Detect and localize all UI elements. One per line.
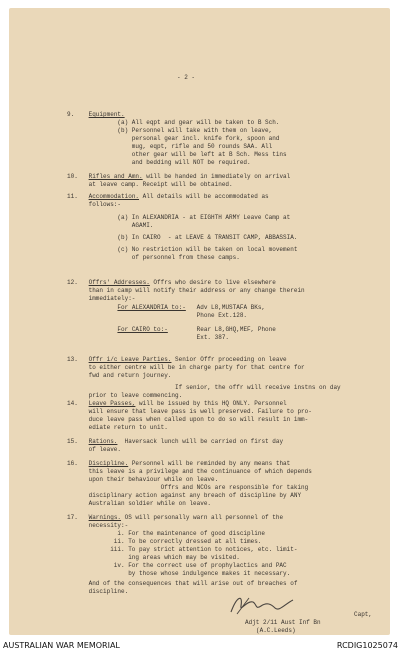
document-line: iv. For the correct use of prophylactics and PAC xyxy=(67,562,287,569)
document-line: Ext. 387. xyxy=(67,334,230,341)
document-line: follows:- xyxy=(67,201,122,208)
document-line: and bedding will NOT be required. xyxy=(67,159,251,166)
document-line: than in camp will notify their address or any change therein xyxy=(67,287,305,294)
section-heading: Rations. xyxy=(88,438,118,445)
document-line: (a) In ALEXANDRIA - at EIGHTH ARMY Leave Camp at xyxy=(67,214,291,221)
section-heading: For ALEXANDRIA to:- xyxy=(117,304,186,311)
document-line: ediate return to unit. xyxy=(67,424,168,431)
section-heading: Equipment. xyxy=(88,111,125,118)
document-line: will ensure that leave pass is well preserved. Failure to pro- xyxy=(67,408,312,415)
document-line: disciplinary action against any breach of discipline by ANY xyxy=(67,492,302,499)
document-line: of leave. xyxy=(67,446,122,453)
page-number: - 2 - xyxy=(177,74,196,81)
document-line: of personnel from these camps. xyxy=(67,254,240,261)
document-line: iii. To pay strict attention to notices, etc. limit- xyxy=(67,546,298,553)
signature-rank: Capt, xyxy=(354,611,373,618)
document-line: 16. Discipline. Personnel will be reminded by any means that xyxy=(67,460,291,467)
footer-record-id: RCDIG1025074 xyxy=(336,641,398,650)
document-line: Phone Ext.128. xyxy=(67,312,248,319)
document-line: duce leave pass when called upon to do so will result in imm- xyxy=(67,416,309,423)
document-line: i. For the maintenance of good discipline xyxy=(67,530,266,537)
document-line: Offrs and NCOs are responsible for taking xyxy=(67,484,309,491)
document-line: immediately:- xyxy=(67,295,136,302)
document-line: ii. To be correctly dressed at all times. xyxy=(67,538,262,545)
document-line: fwd and return journey. xyxy=(67,372,172,379)
document-line: If senior, the offr will receive instns on day xyxy=(67,384,341,391)
signature-appointment: Adjt 2/11 Aust Inf Bn xyxy=(245,619,321,626)
document-line: 17. Warnings. OS will personally warn all personnel of the xyxy=(67,514,284,521)
document-line: personal gear incl. knife fork, spoon and xyxy=(67,135,280,142)
document-line: upon their behaviour while on leave. xyxy=(67,476,219,483)
document-line: ing areas which may be visited. xyxy=(67,554,240,561)
section-heading: Warnings. xyxy=(88,514,122,521)
section-heading: Discipline. xyxy=(88,460,129,467)
document-line: other gear will be left at B Sch. Mess tins xyxy=(67,151,287,158)
document-line: discipline. xyxy=(67,588,129,595)
document-line: 14. Leave Passes, will be issued by this HQ ONLY. Personnel xyxy=(67,400,287,407)
document-line: at leave camp. Receipt will be obtained. xyxy=(67,181,233,188)
document-line: 13. Offr i/c Leave Parties. Senior Offr proceeding on leave xyxy=(67,356,287,363)
document-line: Australian soldier while on leave. xyxy=(67,500,212,507)
document-body xyxy=(9,8,390,635)
document-line: AGAMI. xyxy=(67,222,154,229)
document-page xyxy=(9,8,390,635)
document-line: 12. Offrs' Addresses. Offrs who desire to live elsewhere xyxy=(67,279,276,286)
document-line: 15. Rations. Haversack lunch will be carried on first day xyxy=(67,438,284,445)
document-line: For ALEXANDRIA to:- Adv L8,MUSTAFA BKs, xyxy=(117,304,266,311)
section-heading: Offrs' Addresses. xyxy=(88,279,150,286)
footer-institution: AUSTRALIAN WAR MEMORIAL xyxy=(3,641,120,650)
document-line: to either centre will be in charge party for that centre for xyxy=(67,364,305,371)
document-line: 11. Accommodation. All details will be accommodated as xyxy=(67,193,269,200)
section-heading: Rifles and Amn. xyxy=(88,173,143,180)
document-line: (b) Personnel will take with them on leave, xyxy=(67,127,273,134)
document-line: (b) In CAIRO - at LEAVE & TRANSIT CAMP, ABBASSIA. xyxy=(67,234,298,241)
archive-footer xyxy=(0,640,402,654)
section-heading: Offr i/c Leave Parties. xyxy=(88,356,172,363)
document-line: For CAIRO to:- Rear L8,GHQ,MEF, Phone xyxy=(117,326,276,333)
signature-name: (A.C.Leeds) xyxy=(256,627,296,634)
document-line: this leave is a privilege and the continuance of which depends xyxy=(67,468,312,475)
section-heading: For CAIRO to:- xyxy=(117,326,168,333)
document-line: necessity:- xyxy=(67,522,129,529)
document-line: (c) No restriction will be taken on local movement xyxy=(67,246,298,253)
document-line: (a) All eqpt and gear will be taken to B Sch. xyxy=(67,119,280,126)
document-line: And of the consequences that will arise out of breaches of xyxy=(67,580,298,587)
section-heading: Accommodation. xyxy=(88,193,140,200)
document-line: 9. Equipment. xyxy=(67,111,125,118)
document-line: by those whose indulgence makes it necessary. xyxy=(67,570,291,577)
document-line: mug, eqpt, rifle and 50 rounds SAA. All xyxy=(67,143,273,150)
section-heading: Leave Passes, xyxy=(88,400,136,407)
document-line: prior to leave commencing. xyxy=(67,392,183,399)
document-line: 10. Rifles and Amn. will be handed in immediately on arrival xyxy=(67,173,291,180)
handwritten-signature xyxy=(227,592,297,618)
